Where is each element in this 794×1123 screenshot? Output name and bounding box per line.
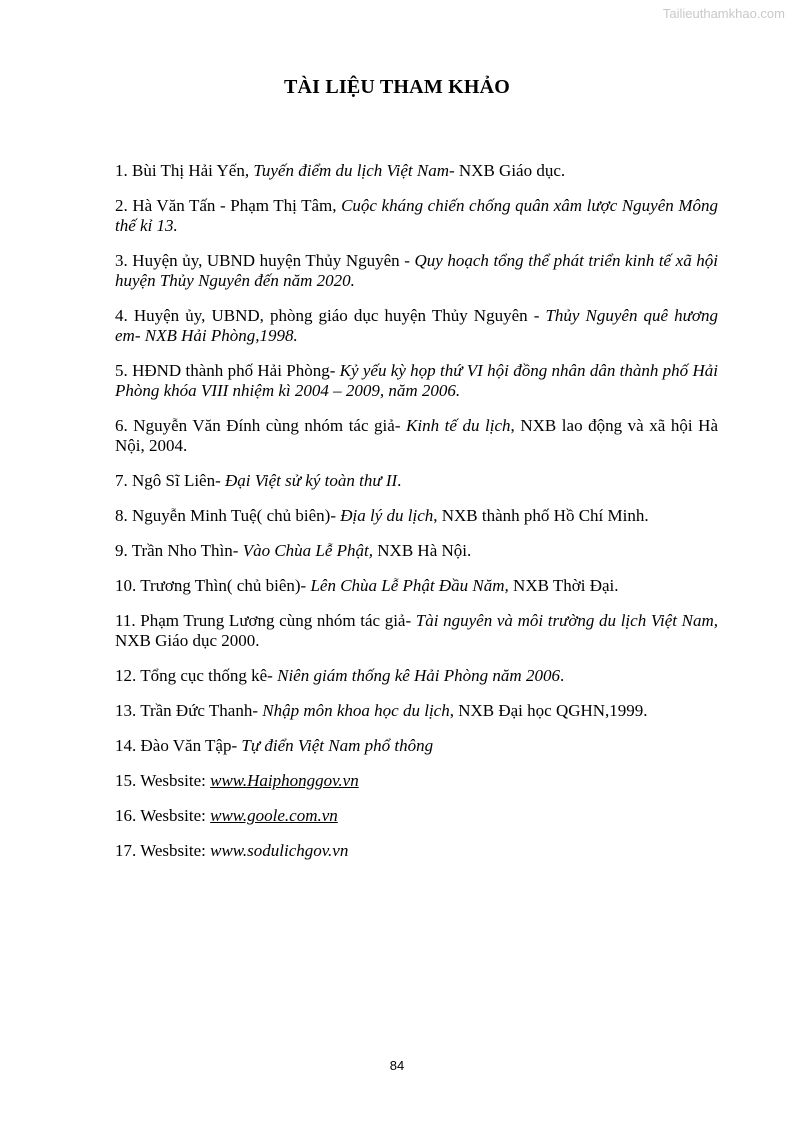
page-number: 84 (389, 1058, 405, 1073)
reference-item: 12. Tổng cục thống kê- Niên giám thống kê Hải Phòng năm 2006. (115, 666, 565, 685)
reference-item: 15. Wesbsite: www.Haiphonggov.vn (115, 771, 359, 790)
page-title: TÀI LIỆU THAM KHẢO (283, 76, 511, 98)
website-link[interactable]: www.goole.com.vn (210, 806, 338, 825)
reference-item: 3. Huyện ủy, UBND huyện Thủy Nguyên - Quy hoạch tổng thể phát triển kinh tế xã hội huyện Thủy Nguyên đến năm 2020. (115, 251, 718, 290)
reference-item: 10. Trương Thìn( chủ biên)- Lên Chùa Lễ Phật Đầu Năm, NXB Thời Đại. (115, 576, 619, 595)
reference-item: 5. HĐND thành phố Hải Phòng- Kỷ yếu kỳ họp thứ VI hội đồng nhân dân thành phố Hải Phòng khóa VIII nhiệm kì 2004 – 2009, năm 2006. (115, 361, 718, 400)
reference-item: 14. Đào Văn Tập- Tự điển Việt Nam phổ thông (115, 736, 434, 755)
reference-item: 7. Ngô Sĩ Liên- Đại Việt sử ký toàn thư II. (115, 471, 402, 490)
reference-item: 11. Phạm Trung Lương cùng nhóm tác giả- Tài nguyên và môi trường du lịch Việt Nam, NXB Giáo dục 2000. (115, 611, 718, 650)
reference-item: 6. Nguyễn Văn Đính cùng nhóm tác giả- Kinh tế du lịch, NXB lao động và xã hội Hà Nội, 2004. (115, 416, 718, 455)
website-link[interactable]: www.Haiphonggov.vn (210, 771, 359, 790)
reference-item: 4. Huyện ủy, UBND, phòng giáo dục huyện Thủy Nguyên - Thủy Nguyên quê hương em- NXB Hải Phòng,1998. (115, 306, 718, 345)
website-text: www.sodulichgov.vn (210, 841, 349, 860)
reference-item: 17. Wesbsite: www.sodulichgov.vn (115, 841, 349, 860)
reference-item: 8. Nguyễn Minh Tuệ( chủ biên)- Địa lý du lịch, NXB thành phố Hồ Chí Minh. (115, 506, 649, 525)
reference-item: 9. Trần Nho Thìn- Vào Chùa Lễ Phật, NXB Hà Nội. (115, 541, 472, 560)
reference-item: 2. Hà Văn Tấn - Phạm Thị Tâm, Cuộc kháng chiến chống quân xâm lược Nguyên Mông thế kỉ 13. (115, 196, 718, 235)
reference-item: 13. Trần Đức Thanh- Nhập môn khoa học du lịch, NXB Đại học QGHN,1999. (115, 701, 648, 720)
watermark: Tailieuthamkhao.com (662, 6, 785, 21)
reference-item: 16. Wesbsite: www.goole.com.vn (115, 806, 338, 825)
reference-list (115, 161, 718, 876)
reference-item: 1. Bùi Thị Hải Yến, Tuyến điểm du lịch Việt Nam- NXB Giáo dục. (115, 161, 566, 180)
